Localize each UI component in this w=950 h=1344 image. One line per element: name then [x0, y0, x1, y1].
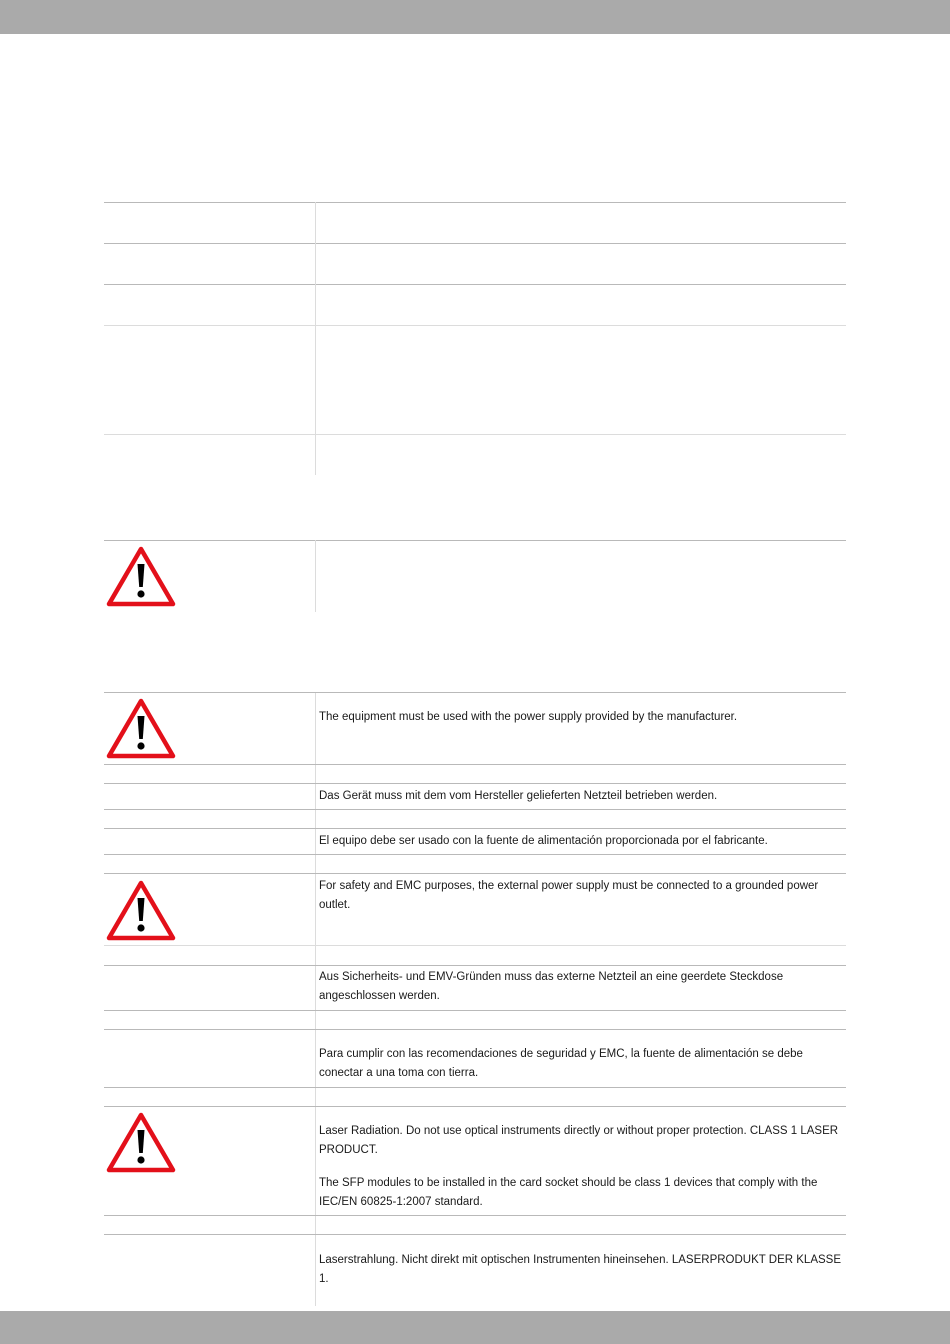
warning-text-de: Aus Sicherheits- und EMV-Gründen muss das externe Netzteil an eine geerdete Steckdose angeschlossen werden. — [319, 971, 784, 1002]
table-rule — [104, 1234, 846, 1235]
table-rule — [104, 1010, 846, 1011]
table-rule — [104, 1029, 846, 1030]
table-rule — [104, 202, 846, 203]
table-rule — [104, 434, 846, 435]
warning-text-en: The equipment must be used with the power supply provided by the manufacturer. — [319, 711, 738, 723]
table-rule — [104, 828, 846, 829]
warning-text-en: For safety and EMC purposes, the external power supply must be connected to a grounded power outlet. — [319, 880, 819, 911]
table-rule — [104, 945, 846, 946]
table-column-divider — [315, 540, 316, 612]
table-rule — [104, 809, 846, 810]
table-rule — [104, 1106, 846, 1107]
table-rule — [104, 284, 846, 285]
table-rule — [104, 854, 846, 855]
table-column-divider — [315, 692, 316, 1306]
warning-text-en-sfp: The SFP modules to be installed in the card socket should be class 1 devices that comply with the IEC/EN 60825-1:2007 standard. — [319, 1177, 818, 1208]
warning-text-es: Para cumplir con las recomendaciones de seguridad y EMC, la fuente de alimentación se debe conectar a una toma con tierra. — [319, 1048, 803, 1079]
table-rule — [104, 243, 846, 244]
table-rule — [104, 1215, 846, 1216]
table-column-divider — [315, 202, 316, 475]
warning-triangle-icon — [106, 698, 176, 760]
table-rule — [104, 764, 846, 765]
warning-triangle-icon — [106, 546, 176, 608]
table-rule — [104, 325, 846, 326]
warning-triangle-icon — [106, 880, 176, 942]
warning-text-de: Laserstrahlung. Nicht direkt mit optischen Instrumenten hineinsehen. LASERPRODUKT DER KLASSE 1. — [319, 1254, 842, 1285]
top-header-bar — [0, 0, 950, 34]
warning-text-en: Laser Radiation. Do not use optical instruments directly or without proper protection. CLASS 1 LASER PRODUCT. — [319, 1125, 839, 1156]
warning-text-es: El equipo debe ser usado con la fuente de alimentación proporcionada por el fabricante. — [319, 835, 768, 847]
warning-triangle-icon — [106, 1112, 176, 1174]
table-rule — [104, 540, 846, 541]
warning-text-de: Das Gerät muss mit dem vom Hersteller gelieferten Netzteil betrieben werden. — [319, 790, 718, 802]
bottom-footer-bar — [0, 1311, 950, 1344]
table-rule — [104, 783, 846, 784]
table-rule — [104, 965, 846, 966]
table-rule — [104, 1087, 846, 1088]
table-rule — [104, 873, 846, 874]
table-rule — [104, 692, 846, 693]
